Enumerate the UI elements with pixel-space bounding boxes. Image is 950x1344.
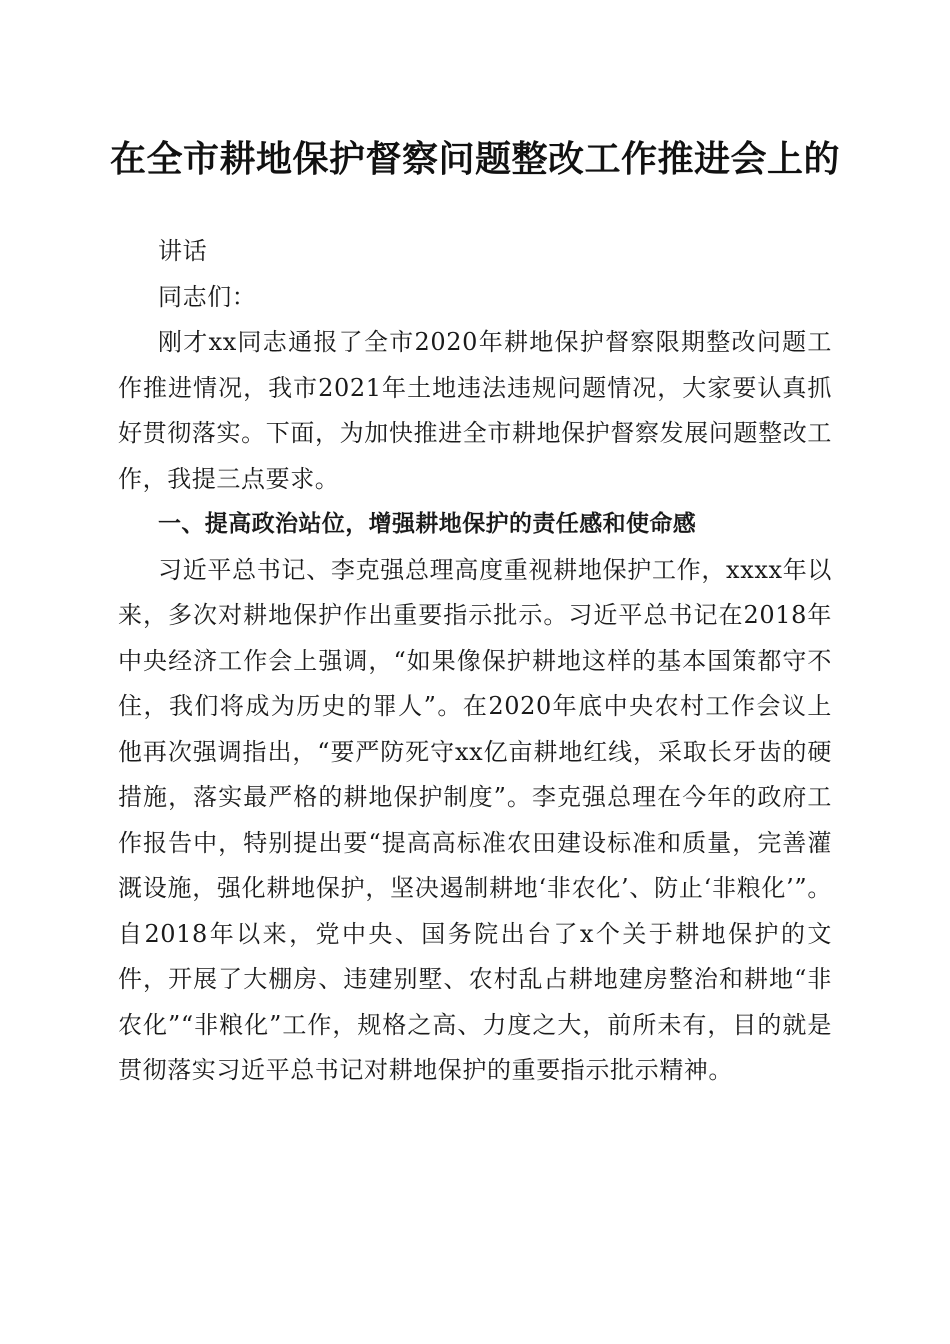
- section-paragraph-1: 习近平总书记、李克强总理高度重视耕地保护工作，xxxx年以来，多次对耕地保护作出重要指示批示。习近平总书记在2018年中央经济工作会上强调，“如果像保护耕地这样的基本国策都守不住，我们将成为历史的罪人”。在2020年底中央农村工作会议上他再次强调指出，“要严防死守xx亿亩耕地红线，采取长牙齿的硬措施，落实最严格的耕地保护制度”。李克强总理在今年的政府工作报告中，特别提出要“提高高标准农田建设标准和质量，完善灌溉设施，强化耕地保护，坚决遏制耕地‘非农化’、防止‘非粮化’”。自2018年以来，党中央、国务院出台了x个关于耕地保护的文件，开展了大棚房、违建别墅、农村乱占耕地建房整治和耕地“非农化”“非粮化”工作，规格之高、力度之大，前所未有，目的就是贯彻落实习近平总书记对耕地保护的重要指示批示精神。: [118, 555, 832, 1084]
- section-heading-1: 一、提高政治站位，增强耕地保护的责任感和使命感: [158, 511, 697, 537]
- document-subtitle: 讲话: [158, 237, 208, 265]
- intro-paragraph: 刚才xx同志通报了全市2020年耕地保护督察限期整改问题工作推进情况，我市2021年土地违法违规问题情况，大家要认真抓好贯彻落实。下面，为加快推进全市耕地保护督察发展问题整改工作，我提三点要求。: [118, 328, 832, 493]
- document-body: [118, 229, 832, 1094]
- salutation: 同志们：: [158, 282, 257, 311]
- document-title: 在全市耕地保护督察问题整改工作推进会上的: [109, 138, 840, 180]
